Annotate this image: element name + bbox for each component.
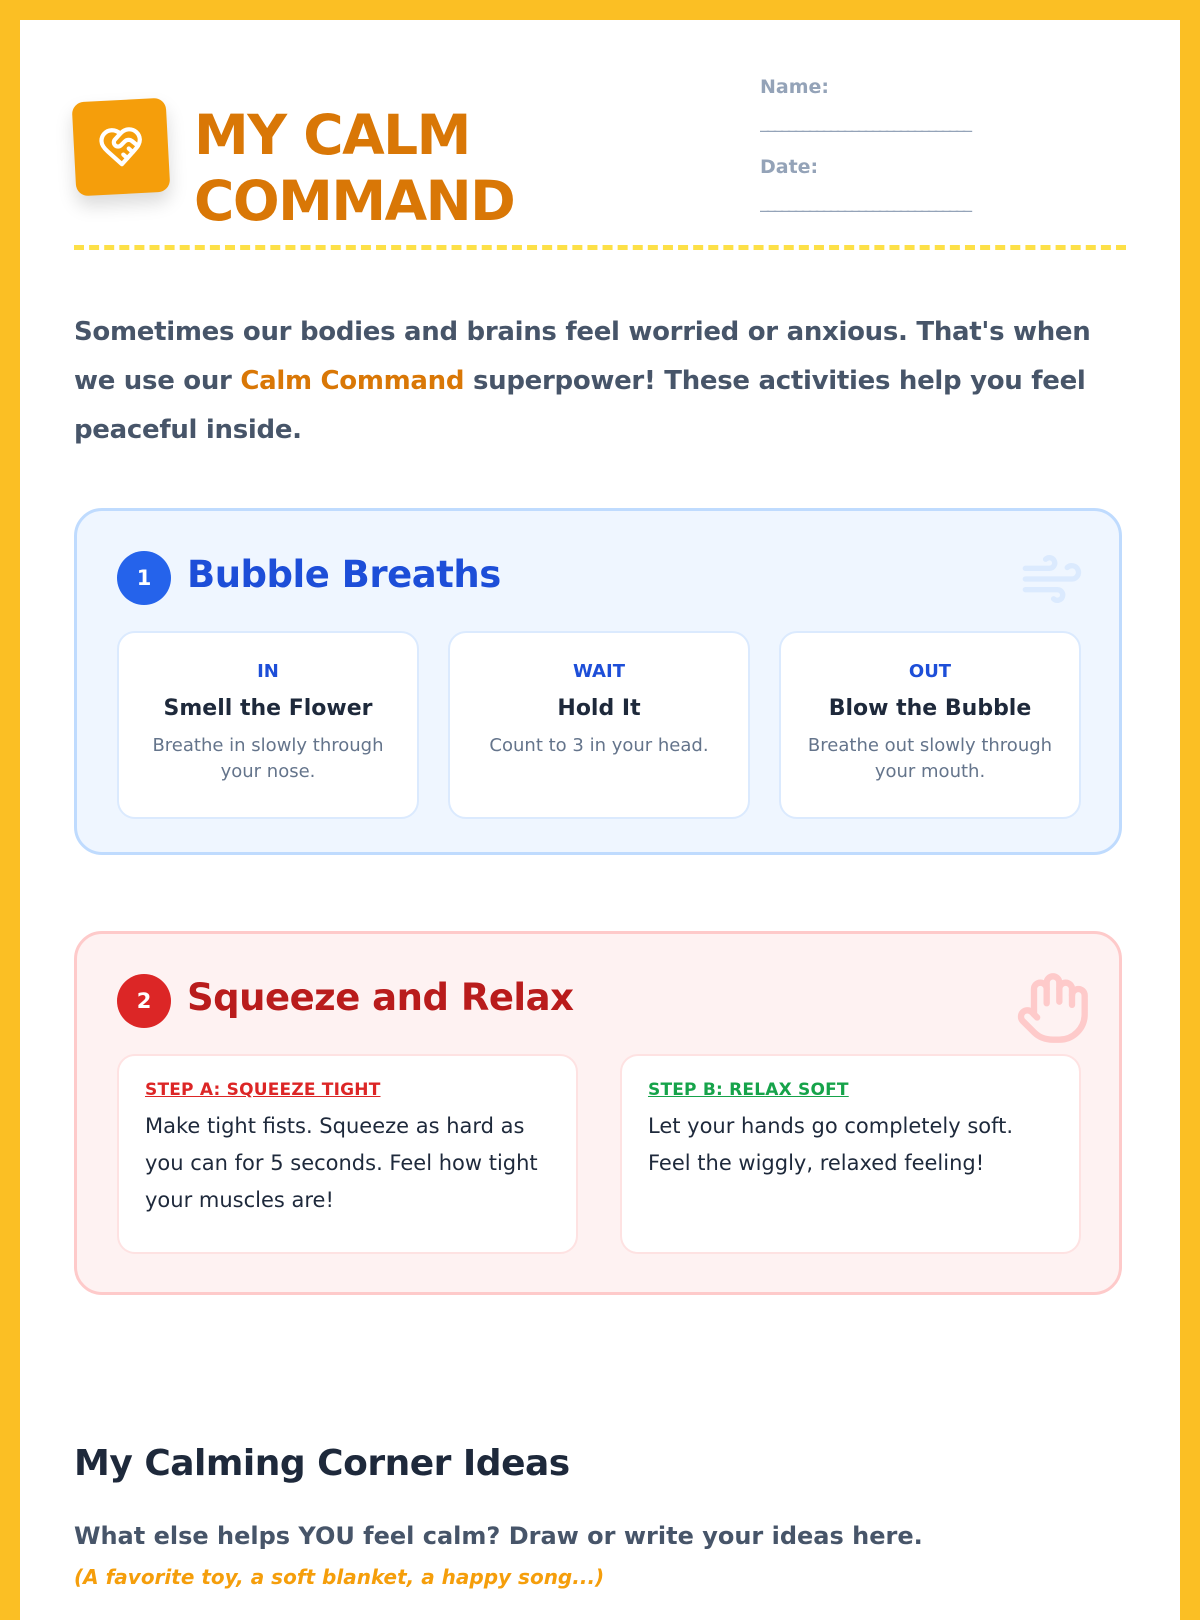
breath-step-in bbox=[117, 631, 419, 819]
step-name: Hold It bbox=[557, 696, 641, 721]
breath-step-wait bbox=[448, 631, 750, 819]
squeeze-relax-title: Squeeze and Relax bbox=[187, 976, 574, 1019]
activity-number-badge: 1 bbox=[117, 551, 171, 605]
step-tag: WAIT bbox=[573, 661, 625, 682]
intro-text-end: superpower! These activities help you feel peaceful inside. bbox=[74, 366, 1086, 445]
date-field[interactable]: ______________________________ bbox=[760, 192, 970, 213]
activity-number-badge: 2 bbox=[117, 974, 171, 1028]
step-description: Count to 3 in your head. bbox=[489, 735, 709, 756]
squeeze-step-a bbox=[117, 1054, 578, 1254]
intro-highlight: Calm Command bbox=[240, 366, 465, 396]
step-a-label: STEP A: SQUEEZE TIGHT bbox=[145, 1080, 381, 1100]
intro-text-start: Sometimes our bodies and brains feel worried or anxious. That's when we use our bbox=[74, 317, 1091, 396]
squeeze-step-b bbox=[620, 1054, 1081, 1254]
page-title-line-1: MY CALM bbox=[194, 103, 470, 167]
heart-handshake-icon bbox=[97, 123, 145, 171]
page-title-line-2: COMMAND bbox=[194, 169, 515, 233]
step-tag: OUT bbox=[908, 661, 952, 682]
wind-icon bbox=[1013, 547, 1091, 611]
calming-corner-hint: (A favorite toy, a soft blanket, a happy song...) bbox=[74, 1565, 605, 1589]
header-divider bbox=[74, 245, 1126, 250]
worksheet-page bbox=[20, 20, 1180, 1620]
step-b-text: Let your hands go completely soft. Feel the wiggly, relaxed feeling! bbox=[648, 1114, 1014, 1175]
squeeze-relax-card bbox=[74, 931, 1122, 1295]
bubble-breaths-title: Bubble Breaths bbox=[187, 553, 501, 596]
name-field[interactable]: ______________________________ bbox=[760, 112, 970, 133]
calming-corner-heading: My Calming Corner Ideas bbox=[74, 1443, 570, 1484]
step-description: Breathe out slowly through your mouth. bbox=[807, 735, 1053, 782]
page-title bbox=[194, 102, 514, 234]
intro-paragraph bbox=[74, 308, 1126, 455]
step-b-label: STEP B: RELAX SOFT bbox=[648, 1080, 849, 1100]
step-tag: IN bbox=[257, 661, 279, 682]
breath-step-out bbox=[779, 631, 1081, 819]
step-description: Breathe in slowly through your nose. bbox=[152, 735, 384, 782]
logo-badge bbox=[72, 98, 171, 197]
hand-icon bbox=[1015, 970, 1091, 1046]
calming-corner-prompt: What else helps YOU feel calm? Draw or write your ideas here. bbox=[74, 1522, 923, 1550]
step-name: Smell the Flower bbox=[163, 696, 373, 721]
date-label: Date: bbox=[760, 156, 819, 178]
bubble-breaths-card bbox=[74, 508, 1122, 855]
name-label: Name: bbox=[760, 76, 830, 98]
step-name: Blow the Bubble bbox=[828, 696, 1032, 721]
step-a-text: Make tight fists. Squeeze as hard as you can for 5 seconds. Feel how tight your muscles are! bbox=[145, 1114, 538, 1212]
